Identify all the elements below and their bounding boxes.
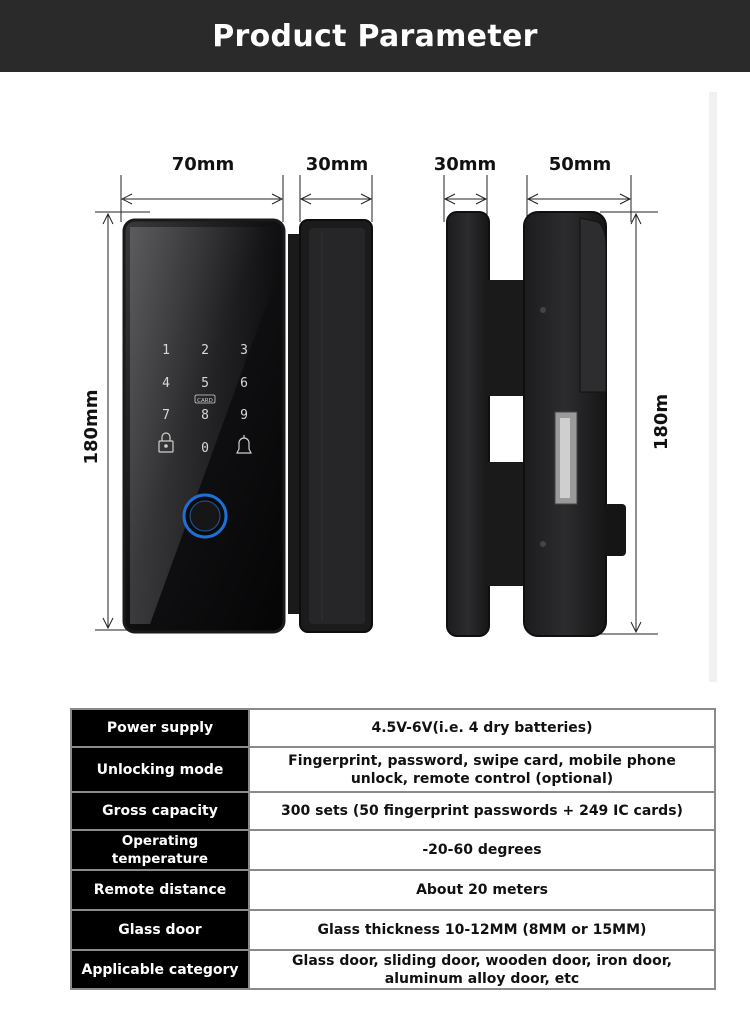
key-4: 4: [162, 376, 170, 391]
table-row: [71, 870, 715, 910]
product-dimension-diagram: [0, 72, 750, 692]
table-row: [71, 709, 715, 747]
key-9: 9: [240, 408, 248, 423]
spec-label: Applicable category: [71, 950, 249, 989]
dim-label-front-depth: 30mm: [305, 154, 369, 175]
spec-value: 4.5V-6V(i.e. 4 dry batteries): [249, 709, 715, 747]
key-6: 6: [240, 376, 248, 391]
lock-front-view: [124, 220, 302, 632]
lock-front-depth-view: [300, 220, 372, 632]
spec-value: Glass door, sliding door, wooden door, iron door, aluminum alloy door, etc: [249, 950, 715, 989]
key-0: 0: [201, 441, 209, 456]
page-header: [0, 0, 750, 72]
spec-table: [70, 708, 716, 990]
spec-value: Glass thickness 10-12MM (8MM or 15MM): [249, 910, 715, 950]
table-row: [71, 830, 715, 870]
page-title: Product Parameter: [212, 18, 538, 54]
dim-label-front-width: 70mm: [171, 154, 235, 175]
table-row: [71, 950, 715, 989]
spec-label: Remote distance: [71, 870, 249, 910]
spec-value: 300 sets (50 fingerprint passwords + 249 IC cards): [249, 792, 715, 830]
table-row: [71, 792, 715, 830]
dim-right-height: [600, 212, 672, 634]
spec-label: Gross capacity: [71, 792, 249, 830]
spec-value: Fingerprint, password, swipe card, mobile phone unlock, remote control (optional): [249, 747, 715, 792]
key-3: 3: [240, 343, 248, 358]
dim-label-side-width: 50mm: [548, 154, 612, 175]
spec-label: Operating temperature: [71, 830, 249, 870]
table-row: [71, 747, 715, 792]
lock-side-view: [447, 212, 626, 636]
key-5: 5: [201, 376, 209, 391]
dim-label-side-depth: 30mm: [433, 154, 497, 175]
spec-label: Glass door: [71, 910, 249, 950]
spec-label: Power supply: [71, 709, 249, 747]
dim-label-right-height: 180m: [651, 393, 672, 451]
spec-label: Unlocking mode: [71, 747, 249, 792]
key-7: 7: [162, 408, 170, 423]
dim-label-left-height: 180mm: [81, 389, 102, 465]
table-row: [71, 910, 715, 950]
spec-value: About 20 meters: [249, 870, 715, 910]
dim-front-depth: [300, 154, 372, 222]
key-1: 1: [162, 343, 170, 358]
page-edge-shadow: [709, 92, 717, 682]
key-2: 2: [201, 343, 209, 358]
key-8: 8: [201, 408, 209, 423]
spec-value: -20-60 degrees: [249, 830, 715, 870]
card-label: CARD: [197, 398, 213, 404]
